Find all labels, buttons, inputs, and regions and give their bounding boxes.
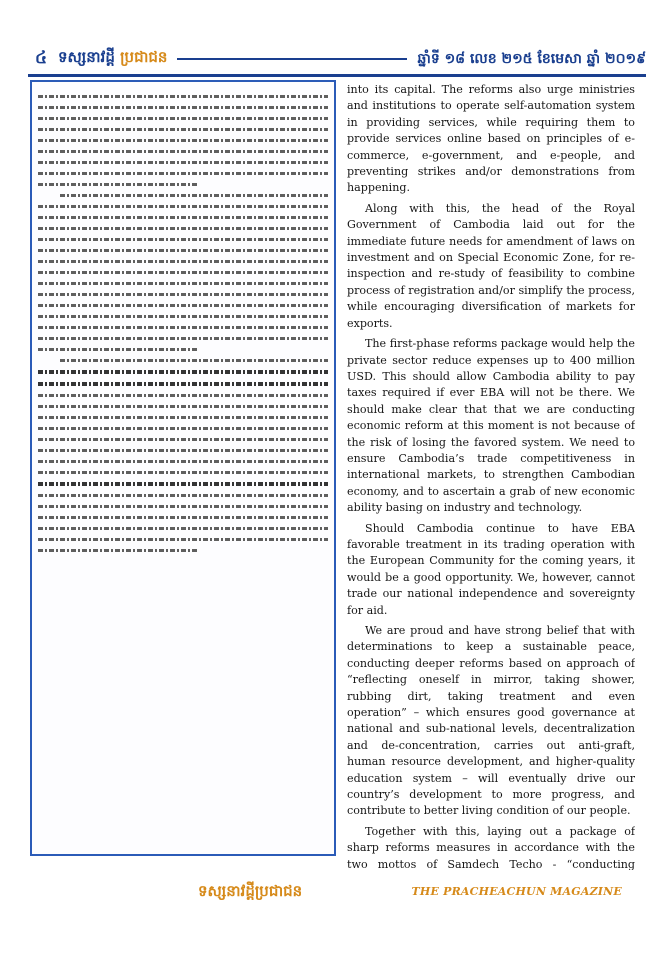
khmer-line [38,394,328,397]
khmer-text-lines [38,88,328,848]
khmer-text-box [30,80,336,856]
khmer-line [38,249,328,252]
page-number: ៤ [34,47,48,68]
khmer-line [38,293,328,296]
english-text-column [347,82,635,870]
khmer-line [38,271,328,274]
paragraph: Together with this, laying out a package of sharp reforms measures in accordance with the two mottos of Samdech Techo - “conducting [347,824,635,870]
khmer-line [38,427,328,430]
page-header [28,44,646,74]
magazine-name [58,48,167,70]
paragraph: We are proud and have strong belief that with determinations to keep a sustainable peace, conducting deeper reforms based on approach of “reflecting oneself in mirror, taking shower, rubbing dirt, taking treatment and even operation” – which ensures good governance at national and sub-national levels, decentralization and de-concentration, carries out anti-graft, human resource development, and higher-quality education system – will eventually drive our country’s development to more progress, and contribute to better living condition of our people. [347,624,635,818]
khmer-line [38,128,328,131]
khmer-line [38,183,198,186]
khmer-line [38,227,328,230]
khmer-line [38,117,328,120]
khmer-line [38,315,328,318]
khmer-line [38,150,328,153]
khmer-line [38,505,328,508]
khmer-line [60,194,328,197]
magazine-name-part1: ទស្សនាវដ្ដី [58,48,115,66]
paragraph: Along with this, the head of the Royal Government of Cambodia laid out for the immediate future needs for amendment of laws on investment and on Special Economic Zone, for re-inspection and re-study of feasibility to combine process of registration and/or simplify the process, while encouraging diversification of markets for exports. [347,201,635,330]
khmer-line [38,471,328,474]
khmer-line [38,438,328,441]
footer-khmer-title: ទស្សនាវដ្ដីប្រជាជន [198,882,303,900]
khmer-line [38,161,328,164]
khmer-line [38,538,328,541]
khmer-line [38,460,328,463]
khmer-line [38,337,328,340]
paragraph: into its capital. The reforms also urge ministries and institutions to operate self-automation system in providing services, while requiring them to provide services online based on principles of e-commerce, e-government, and e-people, and preventing strikes and/or demonstrations from happening. [347,83,635,195]
khmer-line [38,238,328,241]
paragraph: The first-phase reforms package would help the private sector reduce expenses up to 400 million USD. This should allow Cambodia ability to pay taxes required if ever EBA will not be there. We should make clear that that we are conducting economic reform at this moment is not because of the risk of losing the favored system. We need to ensure Cambodia’s trade competitiveness in international markets, to strengthen Cambodian economy, and to ascertain a grab of new economic ability basing on industry and technology. [347,337,635,515]
khmer-line [38,348,198,351]
header-rule [28,74,646,77]
khmer-line [38,260,328,263]
khmer-line [38,304,328,307]
khmer-line [38,282,328,285]
magazine-name-part2: ប្រជាជន [120,48,168,66]
khmer-line [60,359,328,362]
khmer-line [38,139,328,142]
khmer-line [38,205,328,208]
khmer-line [38,416,328,419]
khmer-line [38,405,328,408]
khmer-line-emphasis [38,382,328,386]
paragraph: Should Cambodia continue to have EBA favorable treatment in its trading operation with the European Community for the coming years, it would be a good opportunity. We, however, cannot trade our national independence and sovereignty for aid. [347,521,635,617]
khmer-line [38,326,328,329]
khmer-line-emphasis [38,482,328,486]
khmer-line [38,449,328,452]
issue-info: ឆ្នាំទី ១៨ លេខ ២១៥ ខែមេសា ឆ្នាំ ២០១៩ [417,50,646,67]
khmer-line-emphasis [38,370,328,374]
khmer-line [38,106,328,109]
khmer-line [38,516,328,519]
khmer-line [38,95,328,98]
footer-english-title: THE PRACHEACHUN MAGAZINE [411,885,622,898]
header-divider [177,58,407,60]
khmer-line [38,549,198,552]
khmer-line [38,172,328,175]
khmer-line [38,494,328,497]
khmer-line [38,216,328,219]
khmer-line [38,527,328,530]
